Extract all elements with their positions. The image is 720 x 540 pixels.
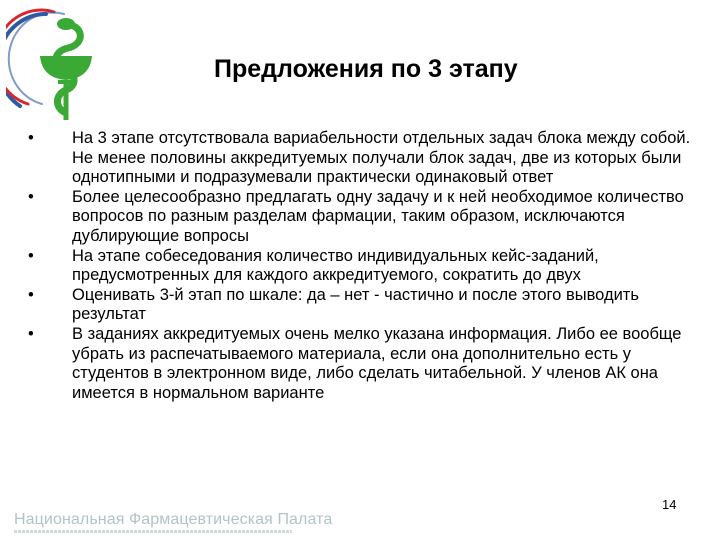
bowl-of-hygieia-icon bbox=[6, 2, 116, 122]
bullet-marker: • bbox=[28, 324, 34, 343]
bullet-text: На этапе собеседования количество индивидуальных кейс-заданий, предусмотренных для каждого аккредитуемого, сократить до двух bbox=[72, 246, 599, 285]
bullet-marker: • bbox=[28, 246, 34, 265]
page-number: 14 bbox=[662, 497, 677, 512]
bullet-marker: • bbox=[28, 187, 34, 206]
list-item bbox=[28, 129, 708, 188]
bullet-text: В заданиях аккредитуемых очень мелко указана информация. Либо ее вообще убрать из распечатываемого материала, если она дополнительно есть у студентов в электронном виде, либо сделать читабельной. У членов АК она имеется в нормальном варианте bbox=[72, 324, 682, 402]
bullet-list bbox=[28, 129, 708, 403]
list-item bbox=[28, 188, 708, 247]
bullet-marker: • bbox=[28, 129, 34, 147]
list-item bbox=[28, 286, 708, 325]
slide-title: Предложения по 3 этапу bbox=[214, 55, 518, 83]
footer-organization-name: Национальная Фармацевтическая Палата bbox=[14, 511, 333, 528]
bullet-text: На 3 этапе отсутствовала вариабельности отдельных задач блока между собой. Не менее половины аккредитуемых получали блок задач, две из которых были однотипными и подразумевали практически одинаковый ответ bbox=[72, 129, 691, 187]
bullet-marker: • bbox=[28, 285, 34, 304]
bullet-text: Более целесообразно предлагать одну задачу и к ней необходимое количество вопросов по разным разделам фармации, таким образом, исключаются дублирующие вопросы bbox=[72, 187, 684, 245]
list-item bbox=[28, 247, 708, 286]
list-item bbox=[28, 325, 708, 403]
footer-divider bbox=[14, 530, 292, 533]
bullet-text: Оценивать 3-й этап по шкале: да – нет - частично и после этого выводить результат bbox=[72, 285, 639, 324]
